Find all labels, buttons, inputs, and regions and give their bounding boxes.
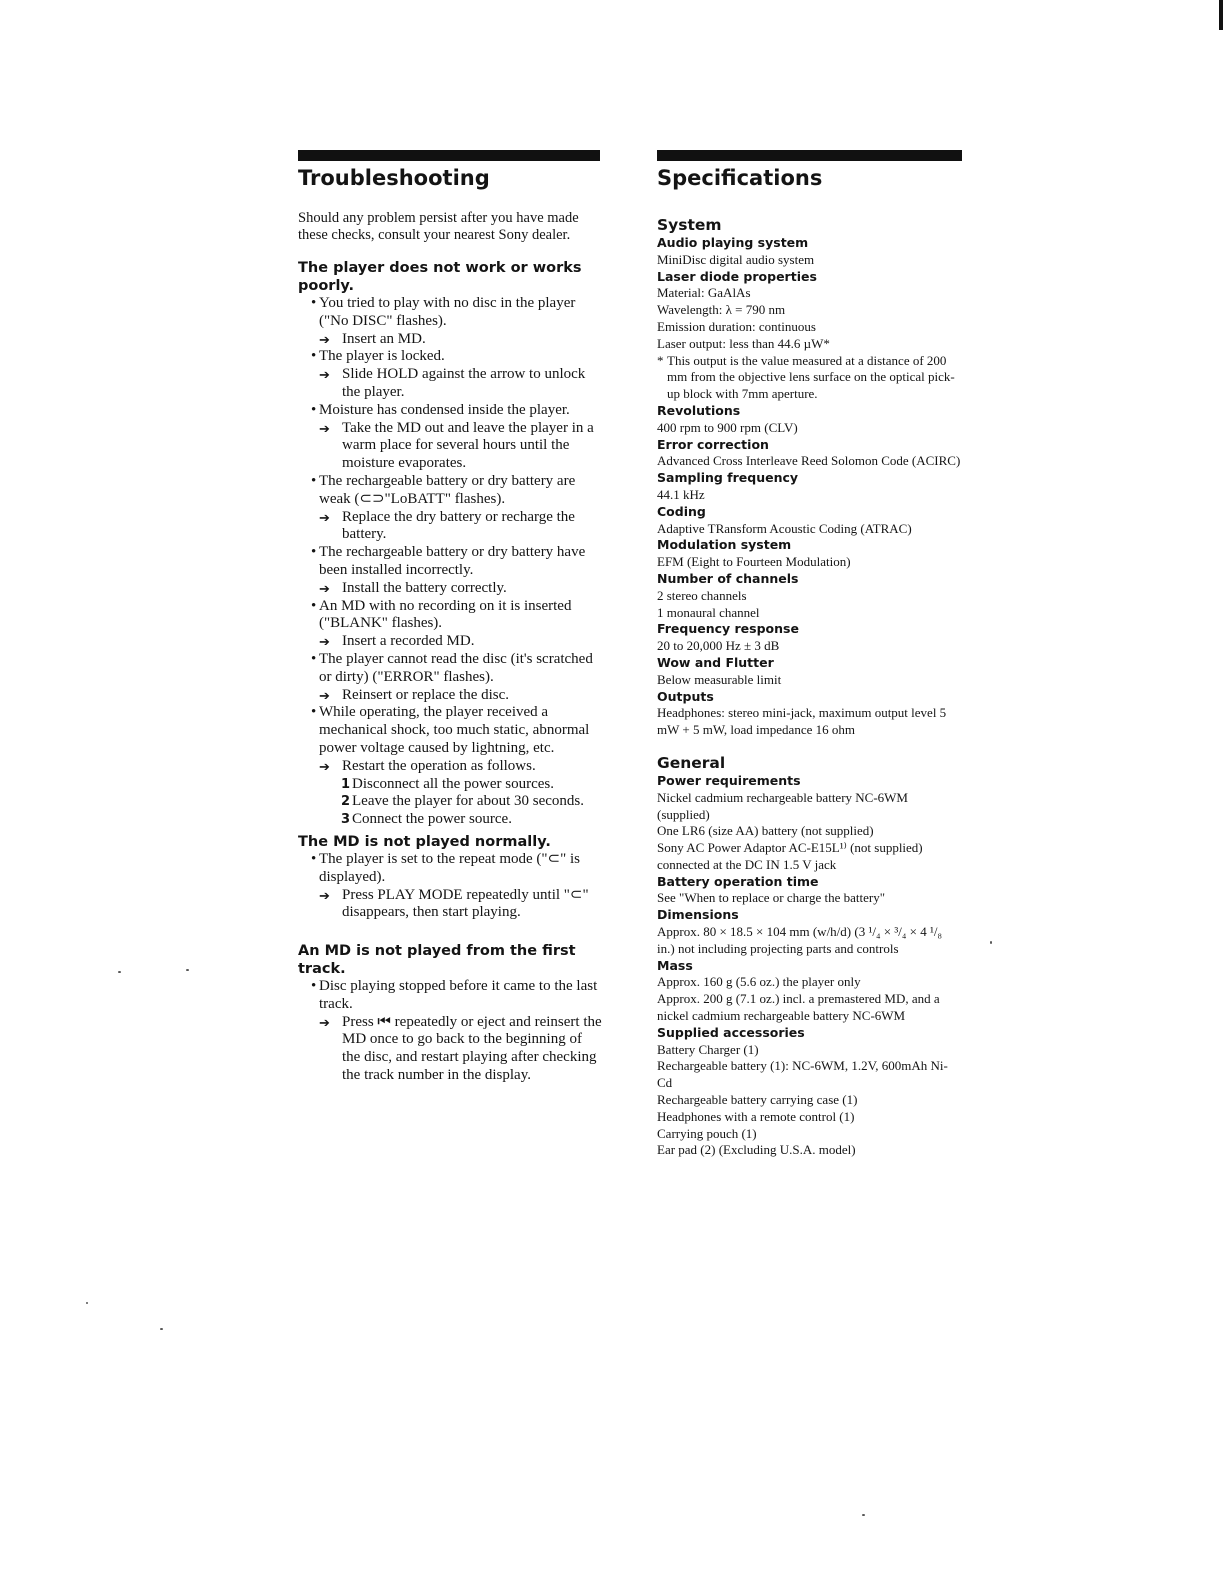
problem-item	[298, 348, 603, 366]
problem-item	[298, 978, 603, 1014]
spec-label: Number of channels	[657, 570, 799, 586]
arrow-right-icon: ➔	[319, 509, 330, 525]
spec-value: Carrying pouch (1)	[657, 1125, 757, 1141]
troubleshooting-section	[298, 833, 603, 922]
scan-speck	[862, 1514, 865, 1516]
section-rule	[657, 150, 962, 161]
spec-label: Revolutions	[657, 402, 741, 418]
remedy-text: Replace the dry battery or recharge the battery.	[342, 508, 575, 543]
spec-value: Wavelength: λ = 790 nm	[657, 302, 786, 318]
spec-item	[657, 689, 962, 739]
problem-heading: An MD is not played from the first track.	[298, 943, 576, 978]
spec-value: Advanced Cross Interleave Reed Solomon Code (ACIRC)	[657, 453, 961, 469]
page-edge-mark	[1219, 0, 1223, 30]
spec-value: Nickel cadmium rechargeable battery NC-6WM (supplied)	[657, 789, 908, 822]
spec-value: EFM (Eight to Fourteen Modulation)	[657, 554, 851, 570]
bullet-icon: •	[311, 295, 317, 311]
spec-value: MiniDisc digital audio system	[657, 251, 815, 267]
remedy-text: Reinsert or replace the disc.	[342, 686, 510, 703]
spec-item	[657, 1025, 962, 1159]
arrow-right-icon: ➔	[319, 580, 330, 596]
bullet-icon: •	[311, 650, 317, 667]
spec-item	[657, 874, 962, 908]
step-number: 1	[341, 776, 351, 792]
scan-speck	[86, 1302, 88, 1304]
remedy-text: Take the MD out and leave the player in a warm place for several hours until the moisture evaporates.	[342, 419, 594, 472]
troubleshooting-section	[298, 259, 603, 829]
spec-general-heading: General	[657, 753, 726, 772]
arrow-right-icon: ➔	[319, 634, 330, 650]
problem-item	[298, 598, 603, 634]
remedy-text: Restart the operation as follows.	[342, 757, 536, 774]
remedy-item	[298, 331, 603, 349]
step-number: 2	[341, 794, 351, 810]
step-text: Disconnect all the power sources.	[352, 775, 555, 792]
remedy-item	[298, 420, 603, 473]
spec-item	[657, 470, 962, 504]
bullet-icon: •	[311, 850, 317, 867]
problem-text: The player is set to the repeat mode ("⊂" is displayed).	[319, 850, 580, 885]
footnote-text: This output is the value measured at a distance of 200 mm from the objective lens surface on the optical pick-up block with 7mm aperture.	[667, 352, 955, 402]
spec-label: Coding	[657, 503, 706, 519]
spec-label: Mass	[657, 957, 693, 973]
problem-text: An MD with no recording on it is inserted ("BLANK" flashes).	[319, 597, 572, 632]
step-number: 3	[341, 812, 351, 828]
remedy-text: Press ⏮ repeatedly or eject and reinsert the MD once to go back to the beginning of the disc, and restart playing after checking the track number in the display.	[342, 1013, 602, 1084]
problem-item	[298, 704, 603, 757]
remedy-text: Install the battery correctly.	[342, 579, 507, 596]
remedy-item	[298, 687, 603, 705]
spec-label: Laser diode properties	[657, 268, 817, 284]
spec-label: Power requirements	[657, 772, 801, 788]
arrow-right-icon: ➔	[319, 887, 330, 903]
spec-value: Adaptive TRansform Acoustic Coding (ATRAC)	[657, 520, 912, 536]
spec-value: 400 rpm to 900 rpm (CLV)	[657, 419, 798, 435]
problem-item	[298, 651, 603, 687]
scan-speck	[118, 971, 121, 973]
arrow-right-icon: ➔	[319, 331, 330, 347]
spec-item	[657, 907, 962, 957]
problem-text: You tried to play with no disc in the player ("No DISC" flashes).	[319, 295, 576, 329]
spec-label: Audio playing system	[657, 235, 809, 250]
spec-item	[657, 269, 962, 403]
spec-item	[657, 504, 962, 538]
spec-system-section	[657, 215, 962, 739]
spec-label: Modulation system	[657, 537, 792, 553]
scan-speck	[186, 969, 189, 971]
spec-value: 1 monaural channel	[657, 604, 760, 620]
spec-item	[657, 621, 962, 655]
remedy-item	[298, 1014, 603, 1085]
problem-text: While operating, the player received a mechanical shock, too much static, abnormal power voltage caused by lightning, etc.	[319, 704, 590, 756]
spec-value: Approx. 80 × 18.5 × 104 mm (w/h/d) (3 ¹/₄ × ³/₄ × 4 ¹/₈ in.) not including projecting parts and controls	[657, 924, 942, 956]
spec-label: Wow and Flutter	[657, 654, 774, 670]
spec-label: Supplied accessories	[657, 1024, 805, 1040]
problem-heading: The MD is not played normally.	[298, 833, 551, 850]
remedy-step	[298, 793, 603, 811]
specifications-title: Specifications	[657, 166, 823, 190]
arrow-right-icon: ➔	[319, 420, 330, 436]
problem-text: The player is locked.	[319, 348, 445, 365]
problem-text: Disc playing stopped before it came to the last track.	[319, 978, 598, 1012]
troubleshooting-sections	[298, 259, 603, 1085]
problem-text: The player cannot read the disc (it's scratched or dirty) ("ERROR" flashes).	[319, 650, 593, 685]
spec-value: Ear pad (2) (Excluding U.S.A. model)	[657, 1142, 856, 1158]
remedy-text: Press PLAY MODE repeatedly until "⊂" disappears, then start playing.	[342, 886, 589, 921]
arrow-right-icon: ➔	[319, 687, 330, 703]
spec-value: Headphones with a remote control (1)	[657, 1108, 855, 1124]
troubleshooting-section	[298, 942, 603, 1085]
spec-item	[657, 437, 962, 471]
bullet-icon: •	[311, 401, 317, 418]
problem-item	[298, 402, 603, 420]
spec-system-items	[657, 235, 962, 739]
arrow-right-icon: ➔	[319, 1014, 330, 1030]
problem-text: Moisture has condensed inside the player.	[319, 401, 570, 418]
spec-value: Approx. 200 g (7.1 oz.) incl. a premastered MD, and a nickel cadmium rechargeable battery NC-6WM	[657, 991, 940, 1024]
spec-value: Emission duration: continuous	[657, 318, 816, 334]
arrow-right-icon: ➔	[319, 367, 330, 383]
spec-item	[657, 958, 962, 1025]
spec-label: Frequency response	[657, 621, 799, 637]
remedy-item	[298, 366, 603, 402]
spec-label: Dimensions	[657, 907, 739, 923]
spec-value: Headphones: stereo mini-jack, maximum output level 5 mW + 5 mW, load impedance 16 ohm	[657, 705, 947, 738]
bullet-icon: •	[311, 597, 317, 614]
spec-value: Material: GaAlAs	[657, 285, 751, 301]
spec-value: Approx. 160 g (5.6 oz.) the player only	[657, 974, 861, 990]
spec-label: Battery operation time	[657, 873, 819, 889]
remedy-item	[298, 509, 603, 545]
problem-item	[298, 544, 603, 580]
scan-speck	[990, 941, 992, 944]
spec-value: Rechargeable battery (1): NC-6WM, 1.2V, 600mAh Ni-Cd	[657, 1058, 948, 1091]
spec-value: See "When to replace or charge the battery"	[657, 890, 886, 906]
spec-item	[657, 403, 962, 437]
spec-label: Sampling frequency	[657, 470, 799, 486]
spec-value: 44.1 kHz	[657, 486, 705, 502]
spec-value: 20 to 20,000 Hz ± 3 dB	[657, 638, 780, 654]
spec-item	[657, 537, 962, 571]
remedy-text: Slide HOLD against the arrow to unlock the player.	[342, 366, 586, 400]
arrow-right-icon: ➔	[319, 758, 330, 774]
spec-value: Laser output: less than 44.6 µW*	[657, 335, 830, 351]
problem-item	[298, 295, 603, 331]
spec-item	[657, 773, 962, 874]
remedy-text: Insert a recorded MD.	[342, 633, 475, 650]
problem-heading: The player does not work or works poorly.	[298, 260, 582, 294]
spec-general-section	[657, 753, 962, 1159]
spec-item	[657, 655, 962, 689]
bullet-icon: •	[311, 472, 317, 489]
troubleshooting-column	[298, 150, 603, 1085]
spec-value: One LR6 (size AA) battery (not supplied)	[657, 823, 874, 839]
spec-value: Below measurable limit	[657, 671, 782, 687]
bullet-icon: •	[311, 704, 317, 721]
remedy-item	[298, 758, 603, 776]
spec-footnote	[657, 353, 962, 403]
troubleshooting-title: Troubleshooting	[298, 166, 490, 190]
spec-value: Rechargeable battery carrying case (1)	[657, 1092, 858, 1108]
spec-label: Outputs	[657, 688, 714, 704]
spec-system-heading: System	[657, 216, 722, 234]
remedy-item	[298, 580, 603, 598]
problem-item	[298, 473, 603, 509]
spec-item	[657, 571, 962, 621]
scan-speck	[160, 1328, 163, 1330]
remedy-item	[298, 887, 603, 923]
remedy-item	[298, 633, 603, 651]
spec-value: Battery Charger (1)	[657, 1041, 759, 1057]
problem-text: The rechargeable battery or dry battery are weak (⊂⊃"LoBATT" flashes).	[319, 472, 576, 507]
spec-item	[657, 235, 962, 269]
spec-general-items	[657, 773, 962, 1159]
bullet-icon: •	[311, 544, 317, 561]
spec-value: Sony AC Power Adaptor AC-E15L¹⁾ (not supplied) connected at the DC IN 1.5 V jack	[657, 840, 923, 872]
specifications-column	[657, 150, 962, 1159]
step-text: Connect the power source.	[352, 811, 512, 828]
troubleshooting-intro: Should any problem persist after you have made these checks, consult your nearest Sony dealer.	[298, 210, 579, 243]
step-text: Leave the player for about 30 seconds.	[352, 793, 584, 810]
spec-label: Error correction	[657, 436, 769, 452]
problem-item	[298, 851, 603, 887]
remedy-step	[298, 776, 603, 794]
footnote-marker: *	[657, 352, 664, 368]
bullet-icon: •	[311, 978, 317, 995]
problem-text: The rechargeable battery or dry battery have been installed incorrectly.	[319, 544, 586, 578]
bullet-icon: •	[311, 348, 317, 365]
section-rule	[298, 150, 600, 161]
remedy-text: Insert an MD.	[342, 330, 426, 347]
remedy-step	[298, 811, 603, 829]
spec-value: 2 stereo channels	[657, 587, 747, 603]
